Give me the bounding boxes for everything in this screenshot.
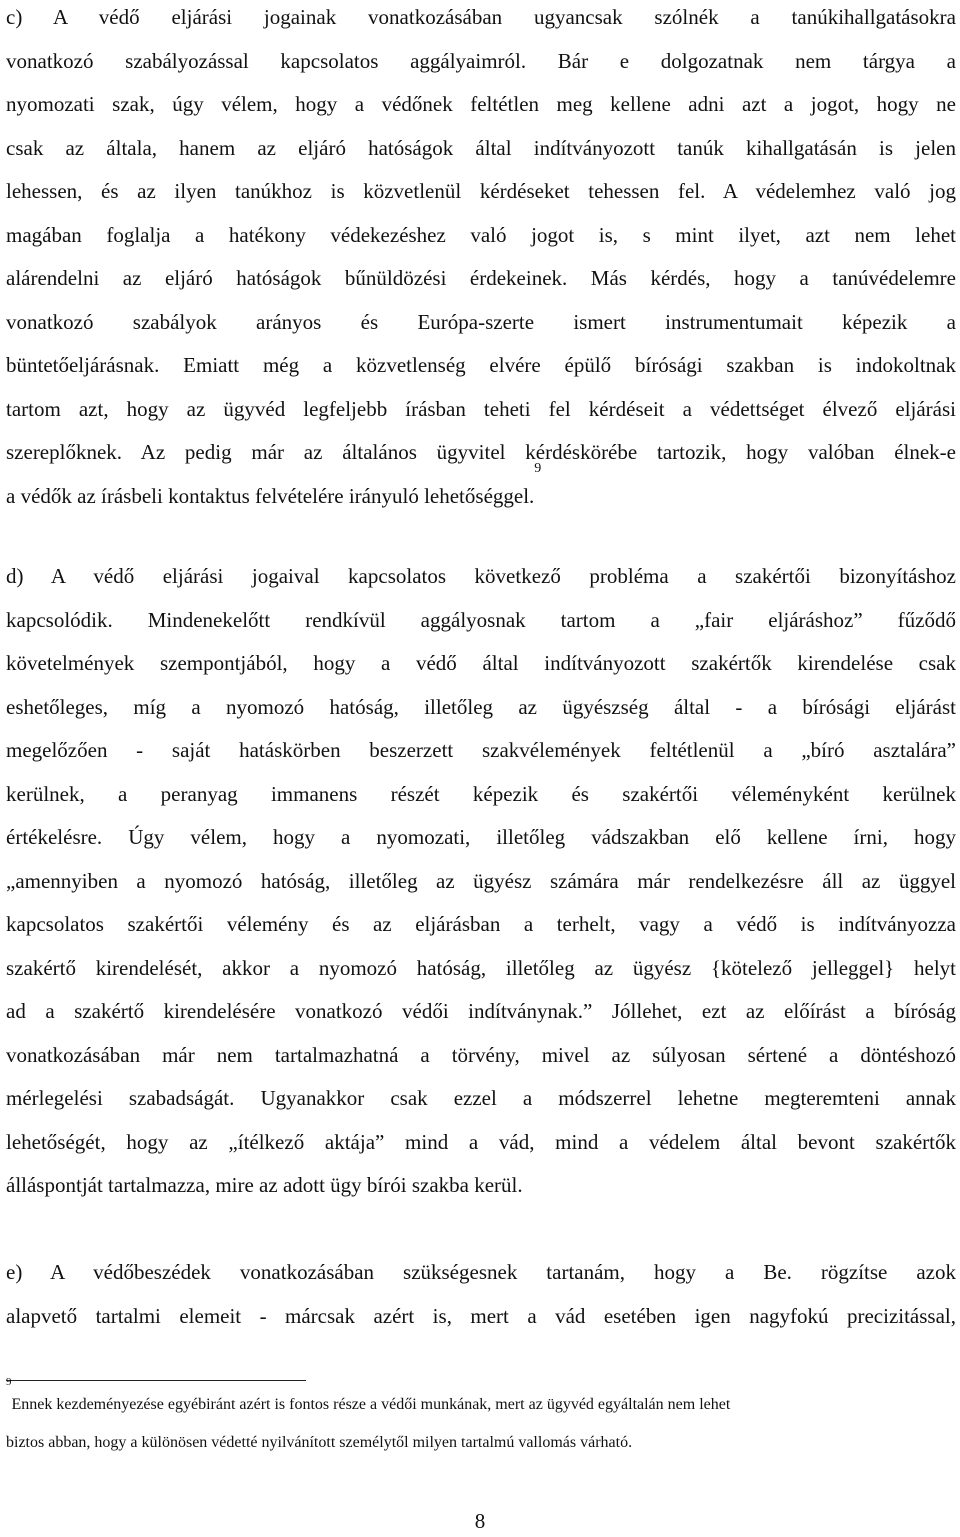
paragraph-line: lehetőségét, hogy az „ítélkező aktája” mind a vád, mind a védelem által bevont szakértők (6, 1129, 956, 1154)
paragraph-line: mérlegelési szabadságát. Ugyanakkor csak ezzel a módszerrel lehetne megteremteni annak (6, 1086, 956, 1110)
paragraph-line: ad a szakértő kirendelésére vonatkozó védői indítványnak.” Jóllehet, ezt az előírást a bíróság (6, 999, 956, 1023)
paragraph-line: követelmények szempontjából, hogy a védő által indítványozott szakértők kirendelése csak (6, 651, 956, 675)
paragraph-line: e) A védőbeszédek vonatkozásában szükségesnek tartanám, hogy a Be. rögzítse azok (6, 1260, 956, 1284)
paragraph-line: alapvető tartalmi elemeit - márcsak azért is, mert a vád esetében igen nagyfokú precizitással, (6, 1303, 956, 1328)
footnote-line: biztos abban, hogy a különösen védetté nyilvánított személytől milyen tartalmú vallomás várható. (6, 1434, 633, 1451)
paragraph-line: tartom azt, hogy az ügyvéd legfeljebb írásban teheti fel kérdéseit a védettséget élvező eljárási (6, 396, 956, 421)
page-number: 8 (474, 1509, 486, 1533)
paragraph-line: d) A védő eljárási jogaival kapcsolatos következő probléma a szakértői bizonyításhoz (6, 564, 956, 588)
paragraph-line: szereplőknek. Az pedig már az általános ügyvitel kérdéskörébe tartozik, hogy valóban élnek-e (6, 440, 956, 464)
paragraph-line: eshetőleges, míg a nyomozó hatóság, illetőleg az ügyészség által - a bírósági eljárást (6, 694, 956, 719)
paragraph-line: vonatkozásában már nem tartalmazhatná a törvény, mivel az súlyosan sértené a döntéshozó (6, 1042, 956, 1067)
footnote-text: Ennek kezdeményezése egyébiránt azért is fontos része a védői munkának, mert az ügyvéd egyáltalán nem lehet (11, 1396, 731, 1413)
paragraph-line: nyomozati szak, úgy vélem, hogy a védőnek feltétlen meg kellene adni azt a jogot, hogy ne (6, 92, 956, 116)
paragraph-line: csak az általa, hanem az eljáró hatóságok által indítványozott tanúk kihallgatásán is jelen (6, 135, 956, 160)
paragraph-line: alárendelni az eljáró hatóságok bűnüldözési érdekeinek. Más kérdés, hogy a tanúvédelemre (6, 266, 956, 290)
paragraph-line: értékelésre. Úgy vélem, hogy a nyomozati, illetőleg vádszakban elő kellene írni, hogy (6, 825, 956, 849)
paragraph-line: vonatkozó szabályozással kapcsolatos aggályaimról. Bár e dolgozatnak nem tárgya a (6, 48, 956, 73)
paragraph-line: „amennyiben a nyomozó hatóság, illetőleg az ügyész számára már rendelkezésre áll az üggyel (6, 868, 956, 893)
paragraph-line: vonatkozó szabályok arányos és Európa-szerte ismert instrumentumait képezik a (6, 309, 956, 334)
paragraph-c (6, 0, 956, 518)
paragraph-line: magában foglalja a hatékony védekezéshez való jogot is, s mint ilyet, azt nem lehet (6, 222, 956, 247)
paragraph-line: kapcsolatos szakértői vélemény és az eljárásban a terhelt, vagy a védő is indítványozza (6, 912, 956, 936)
document-page (6, 0, 956, 1537)
footnote (6, 1376, 956, 1462)
paragraph-line: lehessen, és az ilyen tanúkhoz is közvetlenül kérdéseket tehessen fel. A védelemhez való jog (6, 179, 956, 203)
paragraph-d (6, 555, 956, 1208)
footnote-number: 9 (6, 1376, 12, 1388)
paragraph-line: büntetőeljárásnak. Emiatt még a közvetlenség elvére épülő bírósági szakban is indokoltnak (6, 353, 956, 377)
footnote-divider (6, 1380, 306, 1381)
paragraph-line: szakértő kirendelését, akkor a nyomozó hatóság, illetőleg az ügyész {kötelező jelleggel} helyt (6, 955, 956, 980)
paragraph-line: kapcsolódik. Mindenekelőtt rendkívül aggályosnak tartom a „fair eljáráshoz” fűződő (6, 607, 956, 632)
paragraph-line-text: a védők az írásbeli kontaktus felvételére irányuló lehetőséggel. (6, 483, 535, 508)
paragraph-line-last (6, 460, 956, 519)
paragraph-line: c) A védő eljárási jogainak vonatkozásában ugyancsak szólnék a tanúkihallgatásokra (6, 5, 956, 29)
footnote-reference[interactable]: 9 (534, 460, 542, 476)
footnote-line (6, 1376, 956, 1424)
paragraph-line: kerülnek, a peranyag immanens részét képezik és szakértői véleményként kerülnek (6, 781, 956, 806)
paragraph-line: megelőzően - saját hatáskörben beszerzett szakvélemények feltétlenül a „bíró asztalára” (6, 738, 956, 762)
paragraph-e (6, 1251, 956, 1338)
paragraph-line-last: álláspontját tartalmazza, mire az adott ügy bírói szakba kerül. (6, 1173, 523, 1197)
